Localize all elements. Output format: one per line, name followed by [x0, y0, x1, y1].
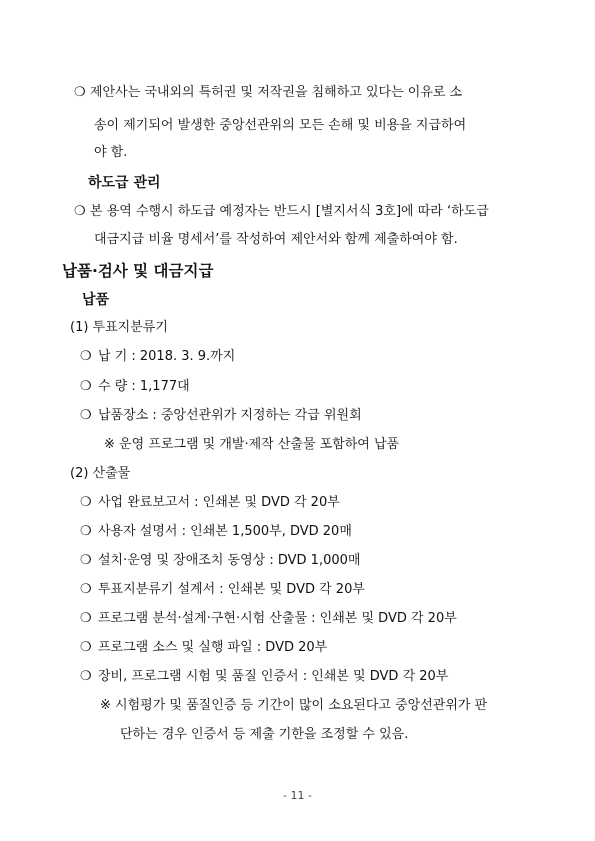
line-continued: 대금지급 비율 명세서’를 작성하여 제안서와 함께 제출하여야 함.: [94, 232, 458, 247]
line-continued: 야 함.: [94, 145, 128, 160]
note-continued: 단하는 경우 인증서 등 제출 기한을 조정할 수 있음.: [120, 727, 409, 742]
line-text: 사용자 설명서 : 인쇄본 1,500부, DVD 20매: [98, 524, 352, 539]
line-continued: 송이 제기되어 발생한 중앙선관위의 모든 손해 및 비용을 지급하여: [94, 118, 467, 133]
bullet-marker: ❍: [80, 553, 92, 568]
note: ※ 운영 프로그램 및 개발·제작 산출물 포함하여 납품: [104, 437, 400, 452]
bullet-marker: ❍: [80, 524, 92, 539]
list-item: [80, 408, 362, 424]
bullet-item-1: [74, 85, 462, 101]
bullet-item-2: [74, 204, 489, 220]
line-text: 사업 완료보고서 : 인쇄본 및 DVD 각 20부: [98, 495, 340, 510]
list-item: [80, 495, 340, 511]
bullet-marker: ❍: [80, 495, 92, 510]
bullet-marker: ❍: [74, 204, 86, 219]
bullet-marker: ❍: [80, 379, 92, 394]
page-number: - 11 -: [283, 789, 312, 802]
line-text: 본 용역 수행시 하도급 예정자는 반드시 [별지서식 3호]에 따라 ‘하도급: [90, 204, 489, 219]
line-text: 납품장소 : 중앙선관위가 지정하는 각급 위원회: [98, 408, 362, 423]
section-heading: 납품·검사 및 대금지급: [62, 262, 214, 280]
bullet-marker: ❍: [80, 582, 92, 597]
line-text: 투표지분류기 설계서 : 인쇄본 및 DVD 각 20부: [98, 582, 365, 597]
list-item: [80, 582, 365, 598]
bullet-marker: ❍: [80, 640, 92, 655]
line-text: 납 기 : 2018. 3. 9.까지: [98, 349, 236, 364]
list-heading: (1) 투표지분류기: [70, 320, 168, 335]
line-text: 프로그램 소스 및 실행 파일 : DVD 20부: [98, 640, 328, 655]
list-item: [80, 611, 457, 627]
list-item: [80, 669, 448, 685]
bullet-marker: ❍: [80, 611, 92, 626]
list-item: [80, 349, 235, 365]
list-item: [80, 640, 327, 656]
line-text: 설치·운영 및 장애조치 동영상 : DVD 1,000매: [98, 553, 361, 568]
list-item: [80, 553, 360, 569]
subsection-heading: 하도급 관리: [88, 175, 161, 191]
note: ※ 시험평가 및 품질인증 등 기간이 많이 소요된다고 중앙선관위가 판: [100, 698, 488, 713]
list-item: [80, 524, 352, 540]
line-text: 장비, 프로그램 시험 및 품질 인증서 : 인쇄본 및 DVD 각 20부: [98, 669, 449, 684]
subsection-heading: 납품: [82, 292, 110, 308]
list-heading: (2) 산출물: [70, 466, 131, 481]
line-text: 제안사는 국내외의 특허권 및 저작권을 침해하고 있다는 이유로 소: [90, 85, 463, 100]
bullet-marker: ❍: [80, 349, 92, 364]
line-text: 프로그램 분석·설계·구현·시험 산출물 : 인쇄본 및 DVD 각 20부: [98, 611, 457, 626]
bullet-marker: ❍: [80, 669, 92, 684]
bullet-marker: ❍: [74, 85, 86, 100]
line-text: 수 량 : 1,177대: [98, 379, 190, 394]
list-item: [80, 379, 190, 395]
bullet-marker: ❍: [80, 408, 92, 423]
